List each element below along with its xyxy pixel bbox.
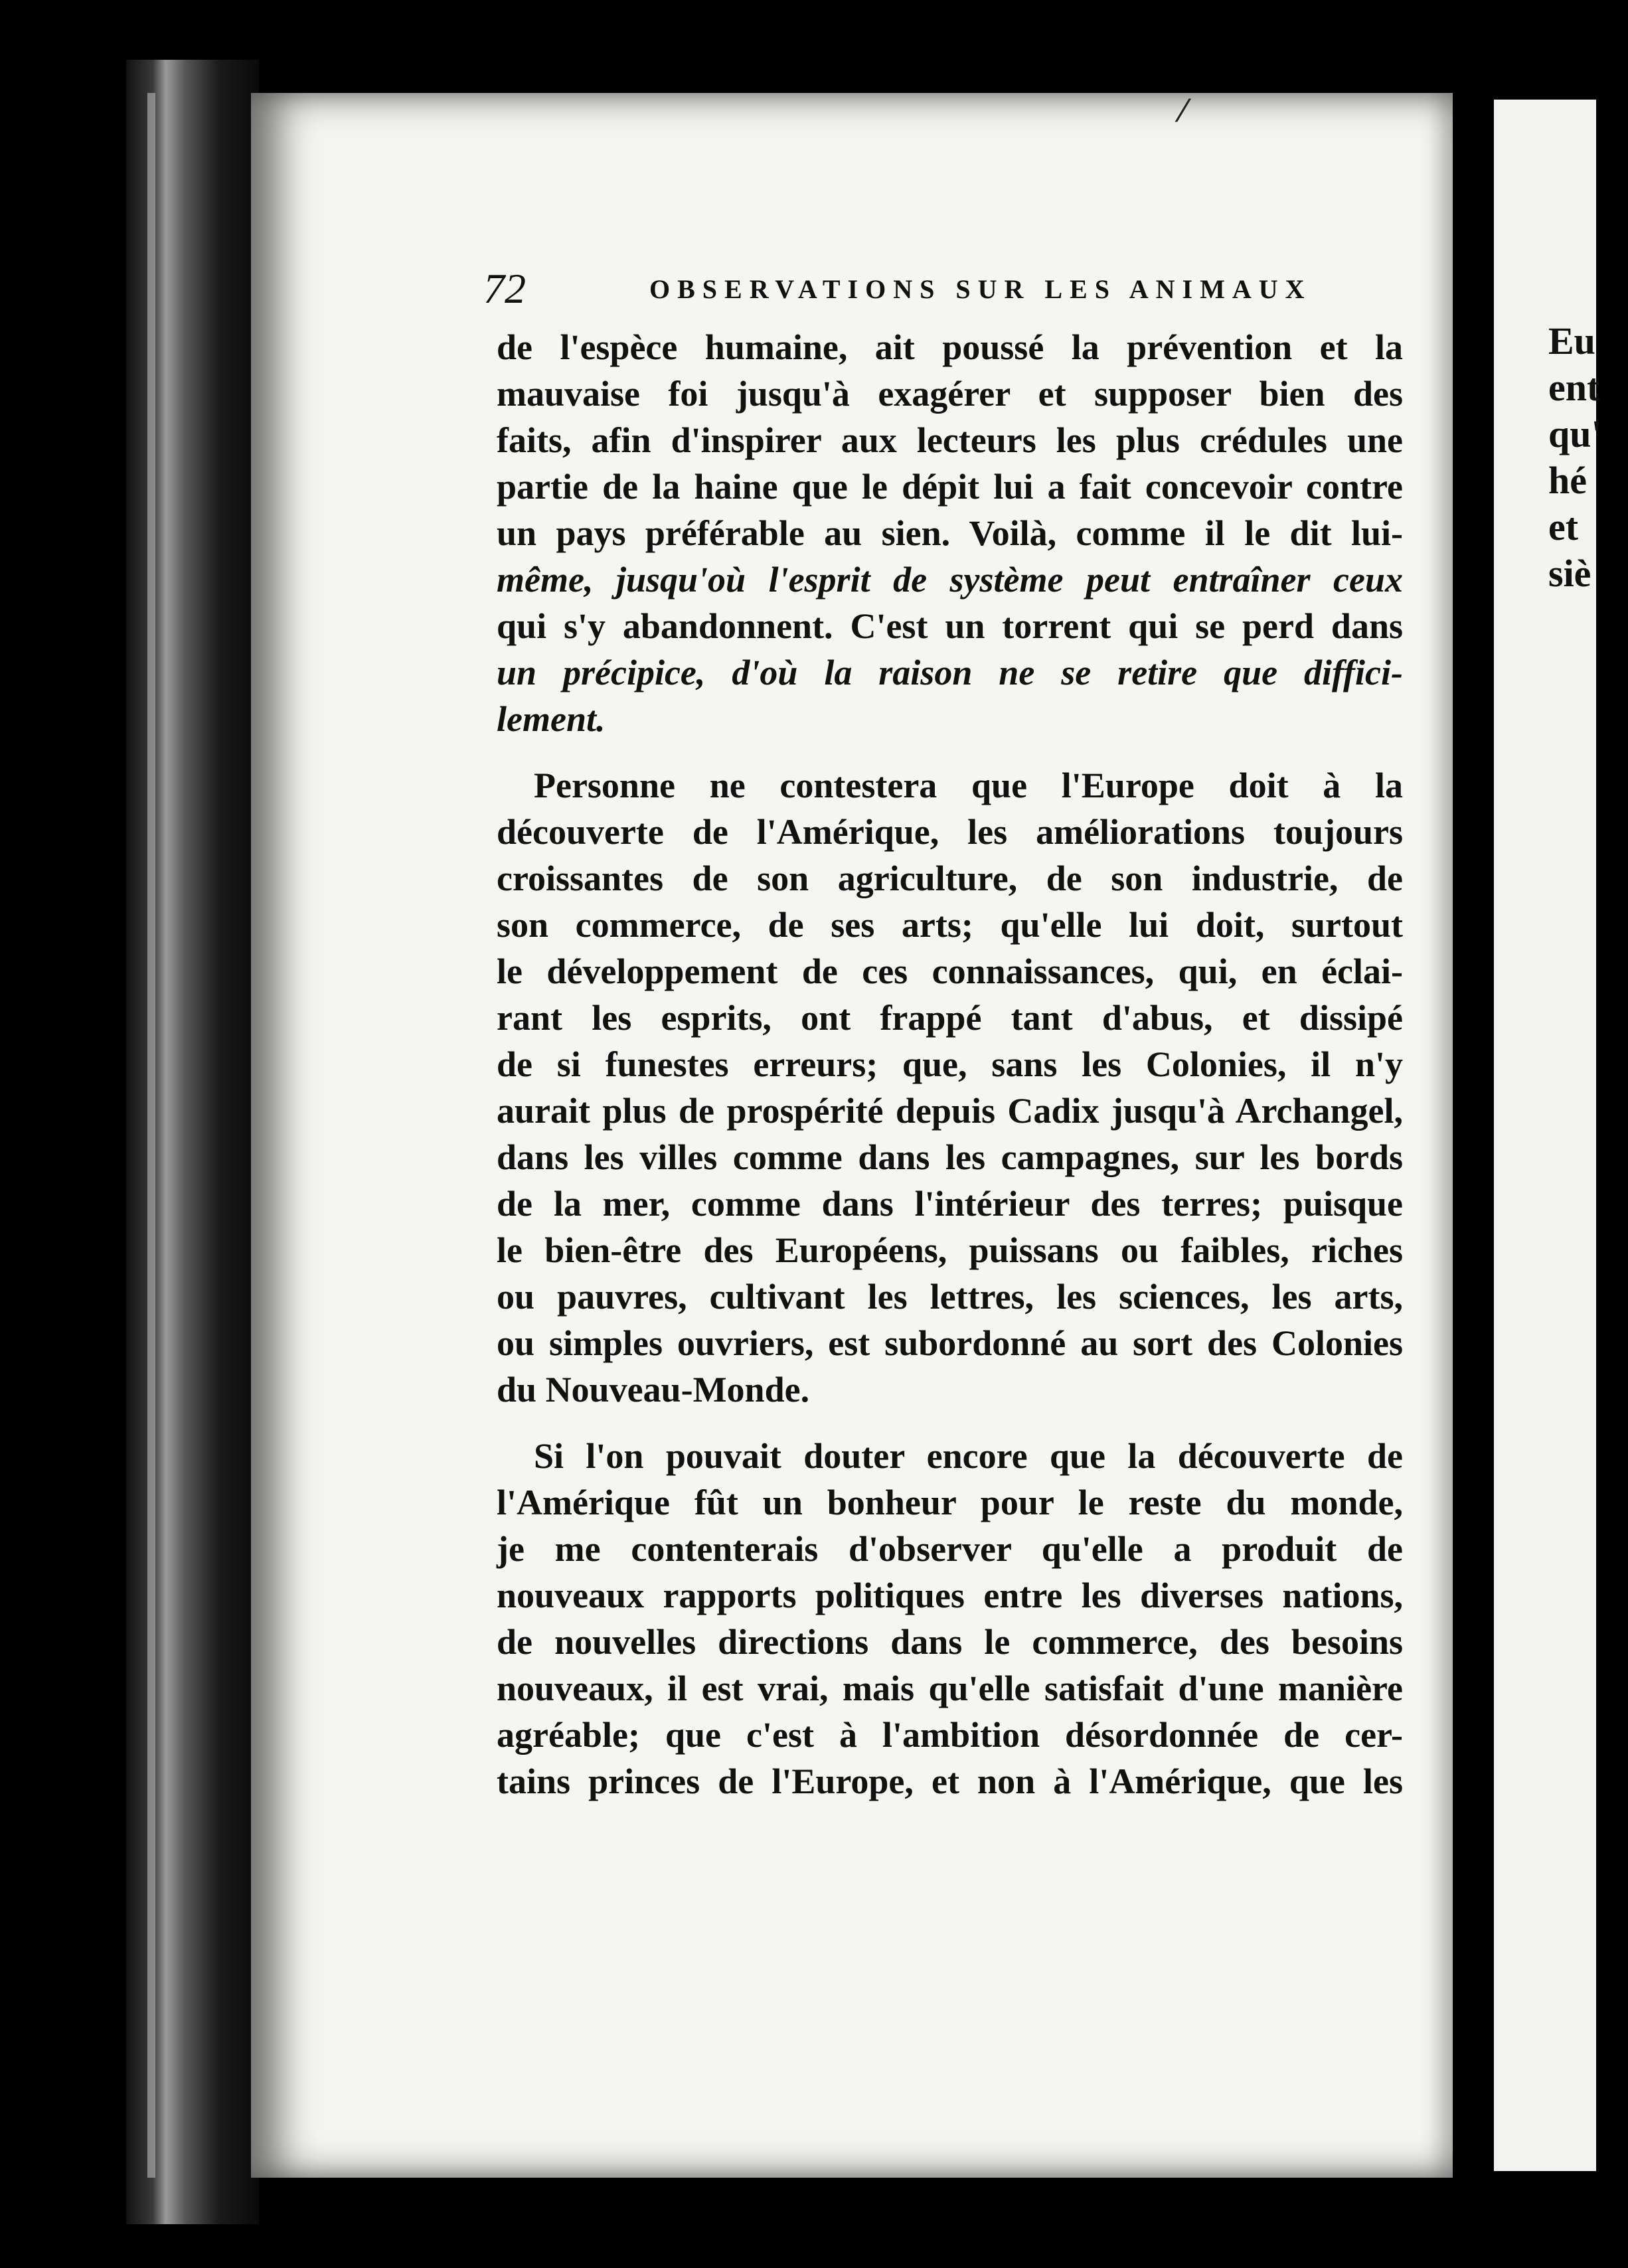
pen-mark: ⁄ (1180, 93, 1186, 129)
text-line: de nouvelles directions dans le commerce, des besoins (497, 1622, 1403, 1662)
text-line: croissantes de son agriculture, de son industrie, de (497, 858, 1403, 898)
body-text (497, 324, 1403, 1824)
text-line: le développement de ces connaissances, qui, en éclai- (497, 951, 1403, 991)
text-line: agréable; que c'est à l'ambition désordonnée de cer- (497, 1715, 1403, 1755)
facing-page (1494, 100, 1602, 2171)
text-line: je me contenterais d'observer qu'elle a produit de (497, 1529, 1403, 1569)
text-line: un précipice, d'où la raison ne se retire que diffici- (497, 653, 1403, 692)
text-line: un pays préférable au sien. Voilà, comme il le dit lui- (497, 513, 1403, 553)
text-line: dans les villes comme dans les campagnes, sur les bords (497, 1137, 1403, 1177)
text-line: son commerce, de ses arts; qu'elle lui doit, surtout (497, 905, 1403, 945)
text-line: Personne ne contestera que l'Europe doit à la (534, 766, 1403, 805)
text-line: lement. (497, 699, 606, 739)
paragraph (497, 762, 1403, 1413)
paragraph (497, 324, 1403, 742)
text-line: rant les esprits, ont frappé tant d'abus, et dissipé (497, 998, 1403, 1038)
text-line: le bien-être des Européens, puissans ou faibles, riches (497, 1230, 1403, 1270)
text-line: même, jusqu'où l'esprit de système peut entraîner ceux (497, 560, 1403, 600)
text-line: mauvaise foi jusqu'à exagérer et supposer bien des (497, 374, 1403, 414)
text-line: découverte de l'Amérique, les améliorations toujours (497, 812, 1403, 852)
text-line: partie de la haine que le dépit lui a fait concevoir contre (497, 467, 1403, 507)
text-line: nouveaux rapports politiques entre les diverses nations, (497, 1576, 1403, 1615)
facing-page-fragment: Eu (1548, 319, 1595, 363)
facing-page-fragment: hé (1548, 459, 1587, 502)
text-line: Si l'on pouvait douter encore que la découverte de (534, 1436, 1403, 1476)
text-line: nouveaux, il est vrai, mais qu'elle satisfait d'une manière (497, 1668, 1403, 1708)
text-line: l'Amérique fût un bonheur pour le reste du monde, (497, 1483, 1403, 1522)
facing-page-fragment: siè (1548, 552, 1591, 595)
paragraph (497, 1433, 1403, 1805)
page-number: 72 (483, 265, 526, 312)
facing-page-fragment: et (1548, 505, 1579, 548)
text-line: ou pauvres, cultivant les lettres, les sciences, les arts, (497, 1277, 1403, 1317)
text-line: de si funestes erreurs; que, sans les Colonies, il n'y (497, 1044, 1403, 1084)
book-binding (126, 60, 259, 2224)
text-line: faits, afin d'inspirer aux lecteurs les plus crédules une (497, 420, 1403, 460)
text-line: tains princes de l'Europe, et non à l'Amérique, que les (497, 1761, 1403, 1801)
facing-page-fragment: qu' (1548, 412, 1602, 455)
text-line: du Nouveau-Monde. (497, 1370, 810, 1410)
text-line: qui s'y abandonnent. C'est un torrent qui se perd dans (497, 606, 1403, 646)
text-line: aurait plus de prospérité depuis Cadix jusqu'à Archangel, (497, 1091, 1403, 1131)
text-line: ou simples ouvriers, est subordonné au sort des Colonies (497, 1323, 1403, 1363)
text-line: de la mer, comme dans l'intérieur des terres; puisque (497, 1184, 1403, 1224)
page-edge (147, 93, 155, 2178)
facing-page-fragment: ent (1548, 366, 1600, 409)
text-line: de l'espèce humaine, ait poussé la prévention et la (497, 327, 1403, 367)
page-header (483, 264, 1312, 317)
running-title: OBSERVATIONS SUR LES ANIMAUX (649, 274, 1312, 304)
